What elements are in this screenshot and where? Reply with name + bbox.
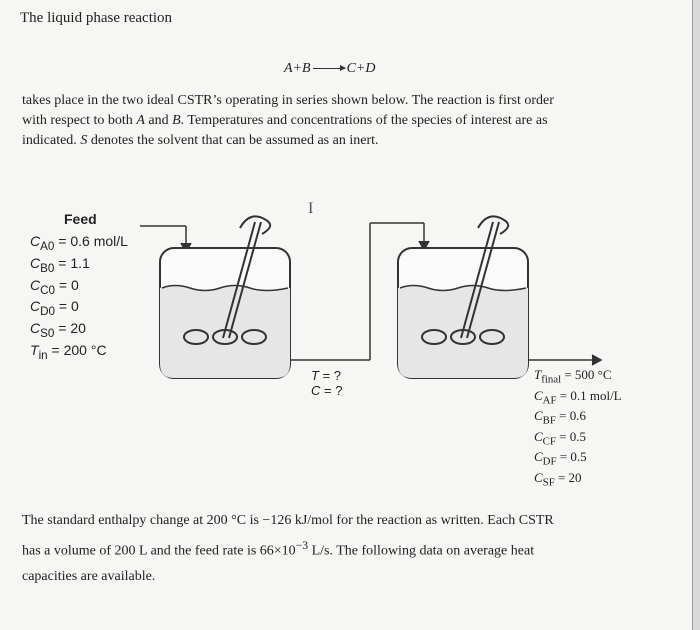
problem-description [22, 91, 672, 151]
reaction-equation [284, 61, 375, 77]
bottom-line-2b: L/s. The following data on average heat [308, 543, 535, 559]
feed-cond-row: $C_{A0} = 0.6$ mol/L [30, 233, 128, 253]
para-text: denotes the solvent that can be assumed as an inert. [87, 133, 379, 148]
exponent: −3 [295, 539, 309, 552]
reaction-arrow-icon [313, 68, 345, 69]
para-text: and [144, 113, 173, 128]
enthalpy-text [22, 508, 672, 589]
reactor-2 [398, 248, 528, 378]
feed-cond-row: $C_{S0} = 20$ [30, 320, 86, 340]
outlet-cond-row: $T_{final} = 500$ °C [534, 367, 612, 386]
outlet-cond-row: $C_{BF} = 0.6$ [534, 408, 587, 427]
mid-cond-row: C = ? [311, 383, 343, 398]
feed-title: Feed [64, 211, 97, 227]
cstr-diagram [0, 190, 692, 490]
reactor-1 [160, 248, 290, 378]
para-species-b: B [172, 113, 181, 128]
para-text: indicated. [22, 133, 81, 148]
intermediate-conditions [311, 368, 342, 398]
bottom-line-3: capacities are available. [22, 568, 156, 584]
outlet-cond-row: $C_{CF} = 0.5$ [534, 428, 587, 448]
bottom-line-1: The standard enthalpy change at 200 °C is −126 kJ/mol for the reaction as written. Each CSTR [22, 513, 554, 528]
outlet-conditions [534, 367, 622, 491]
para-species-a: A [136, 113, 145, 128]
outlet-cond-row: $C_{SF} = 20$ [534, 469, 582, 489]
problem-title: The liquid phase reaction [20, 10, 173, 26]
outlet-cond-row: $C_{AF} = 0.1$ mol/L [534, 387, 622, 407]
feed-cond-row: $T_{in} = 200$ °C [30, 341, 107, 362]
reaction-products: C+D [346, 61, 376, 76]
outlet-cond-row: $C_{DF} = 0.5$ [534, 449, 587, 468]
para-line-1: takes place in the two ideal CSTR’s operating in series shown below. The reaction is first order [22, 93, 554, 108]
feed-cond-row: $C_{C0} = 0$ [30, 276, 79, 297]
mid-cond-row: T = ? [311, 368, 341, 383]
feed-conditions [30, 233, 128, 364]
feed-cond-row: $C_{B0} = 1.1$ [30, 254, 90, 275]
para-text: with respect to both [22, 113, 137, 128]
bottom-line-2: has a volume of 200 L and the feed rate is 66×10 [22, 543, 296, 559]
text-cursor-icon: I [308, 200, 314, 217]
para-solvent-s: S [80, 133, 88, 148]
para-text: . Temperatures and concentrations of the species of interest are as [180, 113, 548, 128]
outlet-pipe [528, 355, 601, 365]
feed-cond-row: $C_{D0} = 0$ [30, 298, 79, 319]
reaction-reactants: A+B [284, 61, 311, 76]
